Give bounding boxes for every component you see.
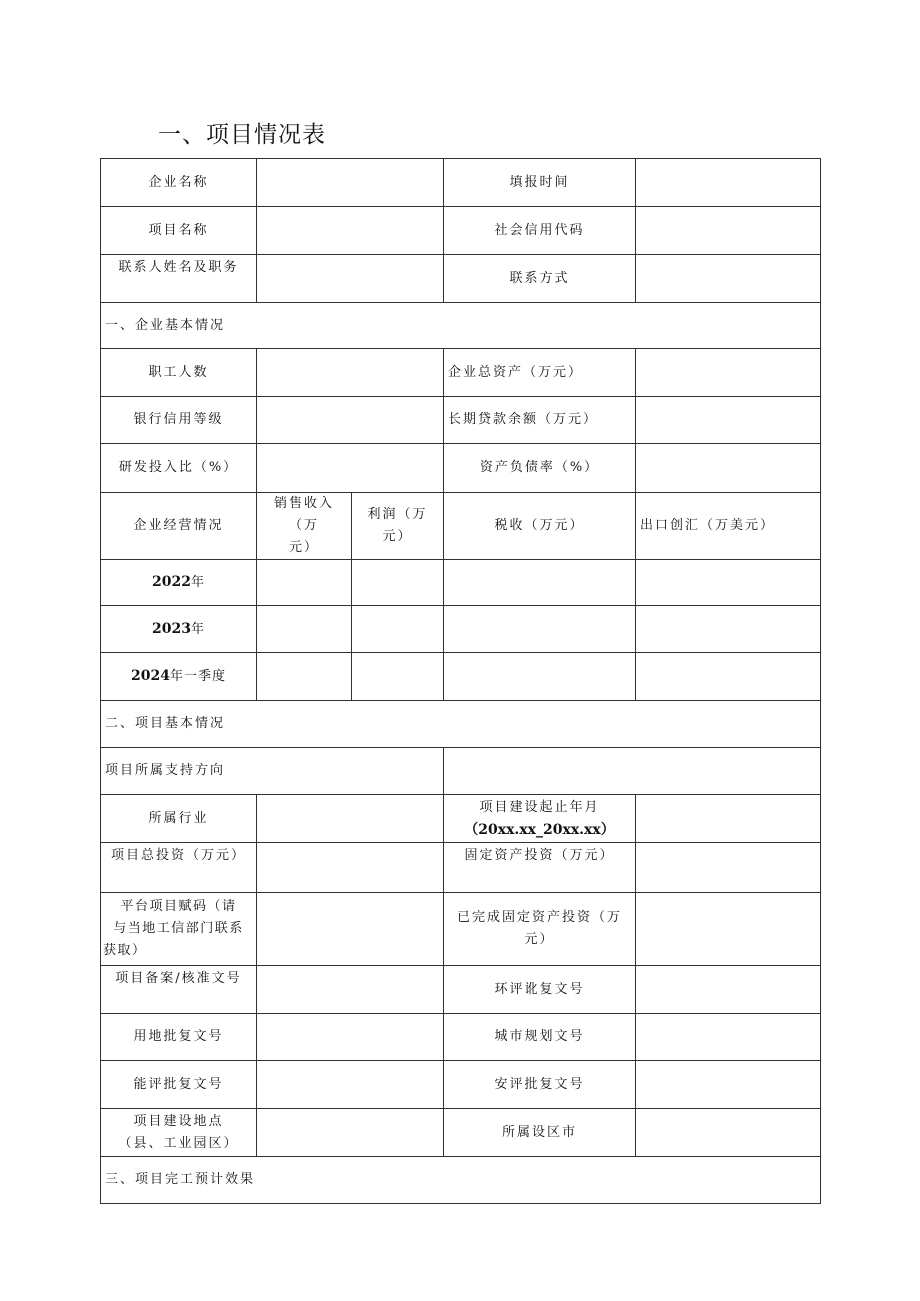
input-employees[interactable]	[257, 349, 444, 397]
input-fixed-investment[interactable]	[636, 843, 821, 893]
input-2023-profit[interactable]	[352, 606, 444, 653]
label-total-investment: 项目总投资（万元）	[101, 843, 257, 893]
input-env-approval[interactable]	[636, 966, 821, 1014]
input-project-name[interactable]	[257, 207, 444, 255]
input-2022-tax[interactable]	[444, 560, 636, 606]
input-2023-export[interactable]	[636, 606, 821, 653]
input-rd-ratio[interactable]	[257, 444, 444, 493]
label-company-name: 企业名称	[101, 159, 257, 207]
input-filing-number[interactable]	[257, 966, 444, 1014]
row-label-year-2022	[101, 560, 257, 606]
label-operations: 企业经营情况	[101, 493, 257, 560]
profit-header-line1: 利润（万	[367, 507, 428, 522]
col-header-profit	[352, 493, 444, 560]
label-filing-number: 项目备案/核准文号	[101, 966, 257, 1014]
row-label-year-2023	[101, 606, 257, 653]
input-2022-export[interactable]	[636, 560, 821, 606]
input-land-approval[interactable]	[257, 1014, 444, 1061]
col-header-export: 出口创汇（万美元）	[636, 493, 821, 560]
input-company-name[interactable]	[257, 159, 444, 207]
profit-header-line2: 元）	[382, 529, 413, 544]
input-contact-name-title[interactable]	[257, 255, 444, 303]
input-construction-location[interactable]	[257, 1109, 444, 1157]
year-2024-suffix: 年一季度	[169, 669, 226, 684]
input-completed-fixed-investment[interactable]	[636, 893, 821, 966]
label-safety-approval: 安评批复文号	[444, 1061, 636, 1109]
input-safety-approval[interactable]	[636, 1061, 821, 1109]
input-construction-period[interactable]	[636, 795, 821, 843]
label-energy-approval: 能评批复文号	[101, 1061, 257, 1109]
label-credit-code: 社会信用代码	[444, 207, 636, 255]
label-fixed-investment: 固定资产投资（万元）	[444, 843, 636, 893]
label-fill-time: 填报时间	[444, 159, 636, 207]
input-2022-sales[interactable]	[257, 560, 352, 606]
input-2024q1-profit[interactable]	[352, 653, 444, 701]
label-bank-credit: 银行信用等级	[101, 397, 257, 444]
input-support-direction[interactable]	[444, 748, 821, 795]
completed-fixed-line2: 元）	[524, 932, 555, 947]
input-industry[interactable]	[257, 795, 444, 843]
input-2023-sales[interactable]	[257, 606, 352, 653]
sales-header-line2: 元）	[288, 540, 319, 555]
input-total-assets[interactable]	[636, 349, 821, 397]
construction-period-line2: （20xx.xx_20xx.xx）	[464, 821, 615, 838]
input-platform-code[interactable]	[257, 893, 444, 966]
platform-code-line3: 获取）	[103, 943, 147, 958]
year-2024-number: 2024	[131, 668, 170, 684]
label-env-approval: 环评讹复文号	[444, 966, 636, 1014]
input-debt-ratio[interactable]	[636, 444, 821, 493]
label-long-term-loans: 长期贷款余额（万元）	[444, 397, 636, 444]
input-city[interactable]	[636, 1109, 821, 1157]
project-info-table	[100, 158, 821, 1204]
input-2024q1-tax[interactable]	[444, 653, 636, 701]
section-heading-project-basic: 二、项目基本情况	[101, 701, 821, 748]
input-2024q1-export[interactable]	[636, 653, 821, 701]
input-bank-credit[interactable]	[257, 397, 444, 444]
label-debt-ratio: 资产负债率（%）	[444, 444, 636, 493]
label-industry: 所属行业	[101, 795, 257, 843]
input-2022-profit[interactable]	[352, 560, 444, 606]
input-urban-planning[interactable]	[636, 1014, 821, 1061]
input-energy-approval[interactable]	[257, 1061, 444, 1109]
platform-code-line1: 平台项目赋码（请	[120, 899, 237, 914]
label-platform-code	[101, 893, 257, 966]
label-support-direction: 项目所属支持方向	[101, 748, 444, 795]
label-construction-location	[101, 1109, 257, 1157]
platform-code-line2: 与当地工信部门联系	[113, 921, 244, 936]
label-contact-method: 联系方式	[444, 255, 636, 303]
label-contact-name-title: 联系人姓名及职务	[101, 255, 257, 303]
label-completed-fixed-investment	[444, 893, 636, 966]
input-contact-method[interactable]	[636, 255, 821, 303]
location-line1: 项目建设地点	[133, 1113, 224, 1129]
section-heading-company-basic: 一、企业基本情况	[101, 303, 821, 349]
label-city: 所属设区市	[444, 1109, 636, 1157]
input-2024q1-sales[interactable]	[257, 653, 352, 701]
input-fill-time[interactable]	[636, 159, 821, 207]
label-land-approval: 用地批复文号	[101, 1014, 257, 1061]
sales-header-line1: 销售收入（万	[273, 496, 334, 533]
label-rd-ratio: 研发投入比（%）	[101, 444, 257, 493]
year-2022-number: 2022	[152, 574, 191, 590]
col-header-tax: 税收（万元）	[444, 493, 636, 560]
row-label-year-2024q1	[101, 653, 257, 701]
label-project-name: 项目名称	[101, 207, 257, 255]
input-credit-code[interactable]	[636, 207, 821, 255]
completed-fixed-line1: 已完成固定资产投资（万	[456, 910, 622, 925]
year-2023-suffix: 年	[190, 621, 205, 637]
label-employees: 职工人数	[101, 349, 257, 397]
label-total-assets: 企业总资产（万元）	[444, 349, 636, 397]
label-urban-planning: 城市规划文号	[444, 1014, 636, 1061]
input-2023-tax[interactable]	[444, 606, 636, 653]
document-title: 一、项目情况表	[158, 122, 326, 148]
col-header-sales	[257, 493, 352, 560]
construction-period-line1: 项目建设起止年月	[479, 799, 600, 815]
year-2022-suffix: 年	[190, 575, 205, 590]
label-construction-period	[444, 795, 636, 843]
input-long-term-loans[interactable]	[636, 397, 821, 444]
location-line2: （县、工业园区）	[118, 1135, 239, 1151]
section-heading-expected-effect: 三、项目完工预计效果	[101, 1157, 821, 1204]
input-total-investment[interactable]	[257, 843, 444, 893]
year-2023-number: 2023	[152, 620, 191, 637]
